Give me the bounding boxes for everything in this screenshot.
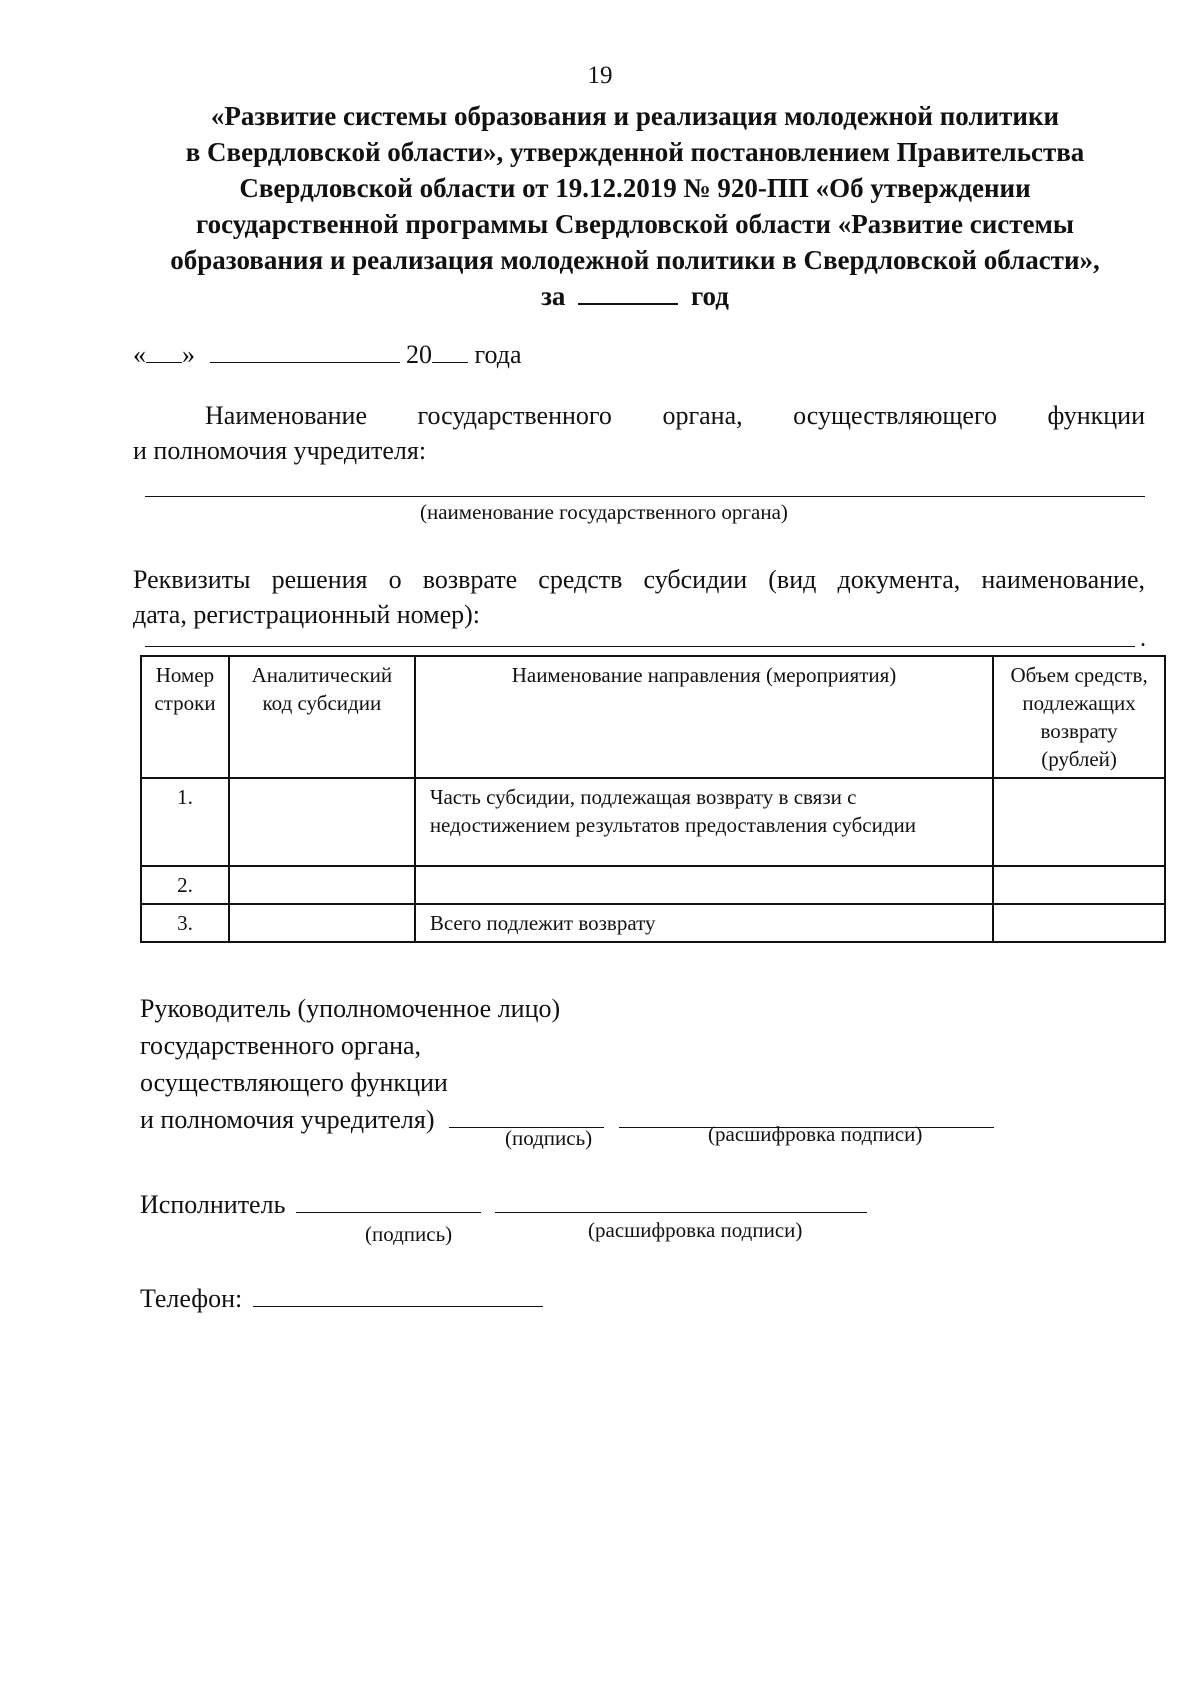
title-line-1: «Развитие системы образования и реализация молодежной политики — [210, 101, 1060, 131]
row-number: 2. — [141, 866, 229, 904]
day-blank-field[interactable] — [146, 342, 182, 363]
header-row-number: Номер строки — [141, 656, 229, 778]
title-year-prefix: за — [541, 281, 566, 311]
date-year-prefix: 20 — [406, 340, 432, 369]
row-refund-amount[interactable] — [993, 866, 1165, 904]
table-row — [141, 904, 1165, 942]
month-blank-field[interactable] — [210, 342, 400, 363]
date-year-blank-field[interactable] — [432, 342, 468, 363]
row-analytic-code[interactable] — [229, 778, 415, 866]
head-decode-caption: (расшифровка подписи) — [708, 1122, 923, 1146]
year-blank-field[interactable] — [578, 281, 678, 305]
head-signature-field[interactable] — [449, 1107, 604, 1128]
date-year-suffix: года — [474, 340, 522, 369]
table-row — [141, 778, 1165, 866]
phone-block — [140, 1280, 543, 1317]
head-line-4: и полномочия учредителя) — [140, 1105, 435, 1134]
decision-end-mark: . — [1140, 626, 1146, 652]
head-line-3: осуществляющего функции — [140, 1068, 448, 1097]
decision-line-1: Реквизиты решения о возврате средств субсидии (вид документа, наименование, — [133, 565, 1145, 594]
table-header-row — [141, 656, 1165, 778]
row-analytic-code[interactable] — [229, 904, 415, 942]
executor-signature-field[interactable] — [296, 1192, 481, 1213]
document-title — [130, 98, 1140, 314]
row-number: 1. — [141, 778, 229, 866]
organ-name-caption: (наименование государственного органа) — [420, 500, 788, 524]
title-year-suffix: год — [690, 281, 729, 311]
executor-label: Исполнитель — [140, 1190, 286, 1219]
date-line — [133, 340, 522, 370]
row-refund-amount[interactable] — [993, 778, 1165, 866]
decision-details-field[interactable] — [145, 646, 1135, 647]
row-direction-name: Всего подлежит возврату — [415, 904, 993, 942]
head-line-2: государственного органа, — [140, 1031, 422, 1060]
decision-line-2: дата, регистрационный номер): — [133, 600, 481, 629]
head-sign-caption: (подпись) — [505, 1126, 593, 1150]
executor-decode-field[interactable] — [495, 1192, 867, 1213]
head-line-1: Руководитель (уполномоченное лицо) — [140, 994, 561, 1023]
head-signature-block — [140, 990, 994, 1138]
row-analytic-code[interactable] — [229, 866, 415, 904]
organ-name-field[interactable] — [145, 496, 1145, 497]
page-number: 19 — [587, 62, 613, 89]
title-line-3: Свердловской области от 19.12.2019 № 920-ПП «Об утверждении — [239, 173, 1031, 203]
phone-label: Телефон: — [140, 1284, 243, 1313]
refund-table — [140, 655, 1166, 943]
date-close-quote: » — [182, 340, 195, 369]
title-year-line — [130, 278, 1140, 314]
date-open-quote: « — [133, 340, 146, 369]
title-line-4: государственной программы Свердловской области «Развитие системы — [196, 209, 1074, 239]
phone-field[interactable] — [253, 1286, 543, 1307]
executor-decode-caption: (расшифровка подписи) — [588, 1218, 803, 1242]
organ-line-2: и полномочия учредителя: — [133, 436, 427, 465]
organ-paragraph — [133, 398, 1145, 468]
table-row — [141, 866, 1165, 904]
row-refund-amount[interactable] — [993, 904, 1165, 942]
row-number: 3. — [141, 904, 229, 942]
executor-sign-caption: (подпись) — [365, 1222, 453, 1246]
header-analytic-code: Аналитический код субсидии — [229, 656, 415, 778]
row-direction-name[interactable] — [415, 866, 993, 904]
organ-line-1: Наименование государственного органа, осуществляющего функции — [205, 401, 1145, 430]
title-line-2: в Свердловской области», утвержденной постановлением Правительства — [185, 137, 1085, 167]
header-direction-name: Наименование направления (мероприятия) — [415, 656, 993, 778]
header-refund-amount: Объем средств, подлежащих возврату (рублей) — [993, 656, 1165, 778]
title-line-5: образования и реализация молодежной политики в Свердловской области», — [170, 245, 1100, 275]
decision-paragraph — [133, 562, 1145, 632]
row-direction-name: Часть субсидии, подлежащая возврату в связи с недостижением результатов предоставления субсидии — [415, 778, 993, 866]
